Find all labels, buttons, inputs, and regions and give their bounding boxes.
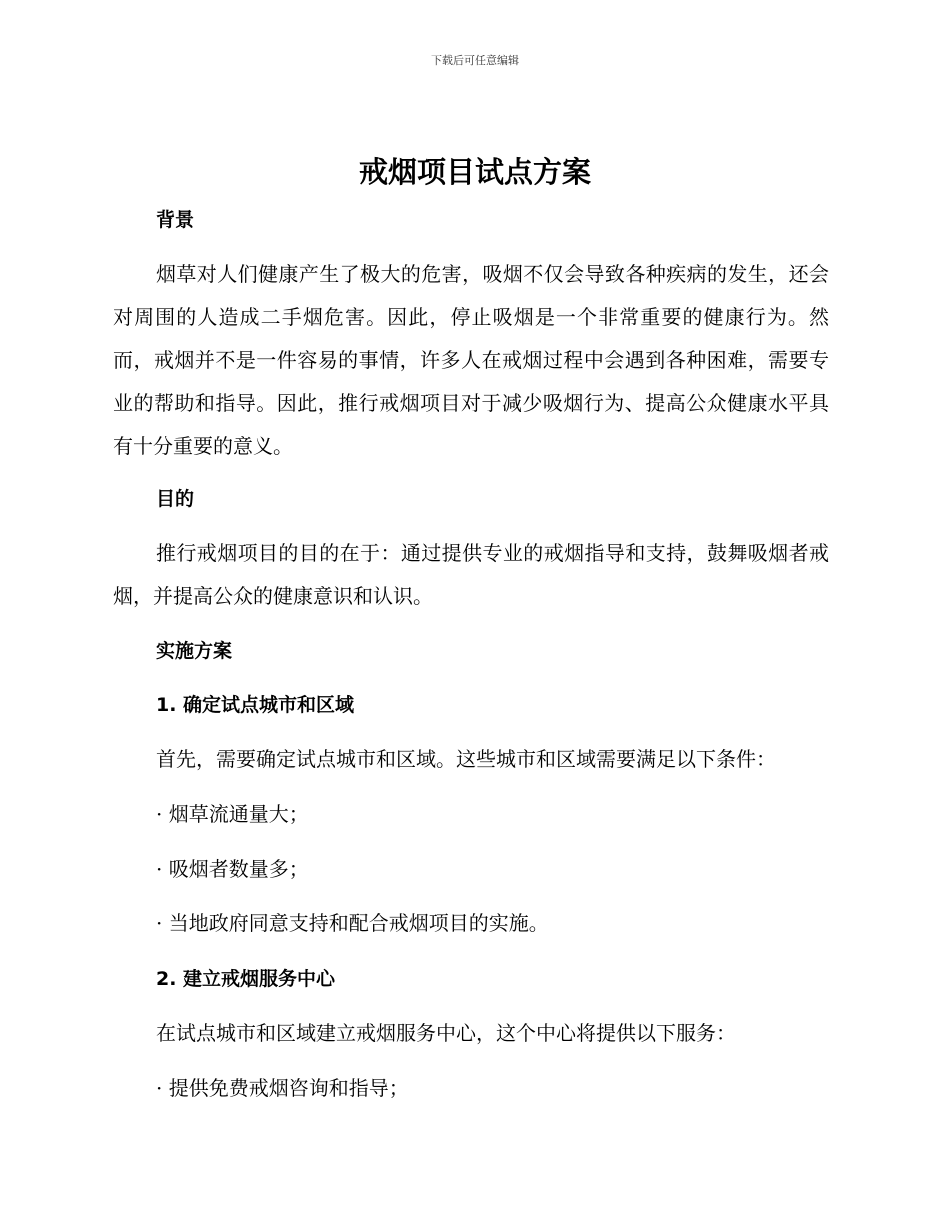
section-heading-purpose: 目的 xyxy=(156,488,195,510)
list-item: · 当地政府同意支持和配合戒烟项目的实施。 xyxy=(156,911,549,935)
list-item: · 烟草流通量大； xyxy=(156,802,309,826)
step2-intro: 在试点城市和区域建立戒烟服务中心，这个中心将提供以下服务： xyxy=(156,1021,736,1045)
list-item: · 吸烟者数量多； xyxy=(156,857,309,881)
step1-intro: 首先，需要确定试点城市和区域。这些城市和区域需要满足以下条件： xyxy=(156,747,776,771)
section-heading-background: 背景 xyxy=(156,209,195,231)
section-heading-implementation: 实施方案 xyxy=(156,640,233,662)
document-title: 戒烟项目试点方案 xyxy=(358,155,591,189)
purpose-paragraph: 推行戒烟项目的目的在于：通过提供专业的戒烟指导和支持，鼓舞吸烟者戒烟，并提高公众的健康意识和认识。 xyxy=(113,541,829,608)
background-paragraph: 烟草对人们健康产生了极大的危害，吸烟不仅会导致各种疾病的发生，还会对周围的人造成二手烟危害。因此，停止吸烟是一个非常重要的健康行为。然而，戒烟并不是一件容易的事情，许多人在戒烟过程中会遇到各种困难，需要专业的帮助和指导。因此，推行戒烟项目对于减少吸烟行为、提高公众健康水平具有十分重要的意义。 xyxy=(113,262,829,458)
page-header-note: 下载后可任意编辑 xyxy=(431,54,519,67)
list-item: · 提供免费戒烟咨询和指导； xyxy=(156,1076,409,1100)
step2-heading: 2. 建立戒烟服务中心 xyxy=(156,968,336,990)
step1-heading: 1. 确定试点城市和区域 xyxy=(156,694,355,716)
